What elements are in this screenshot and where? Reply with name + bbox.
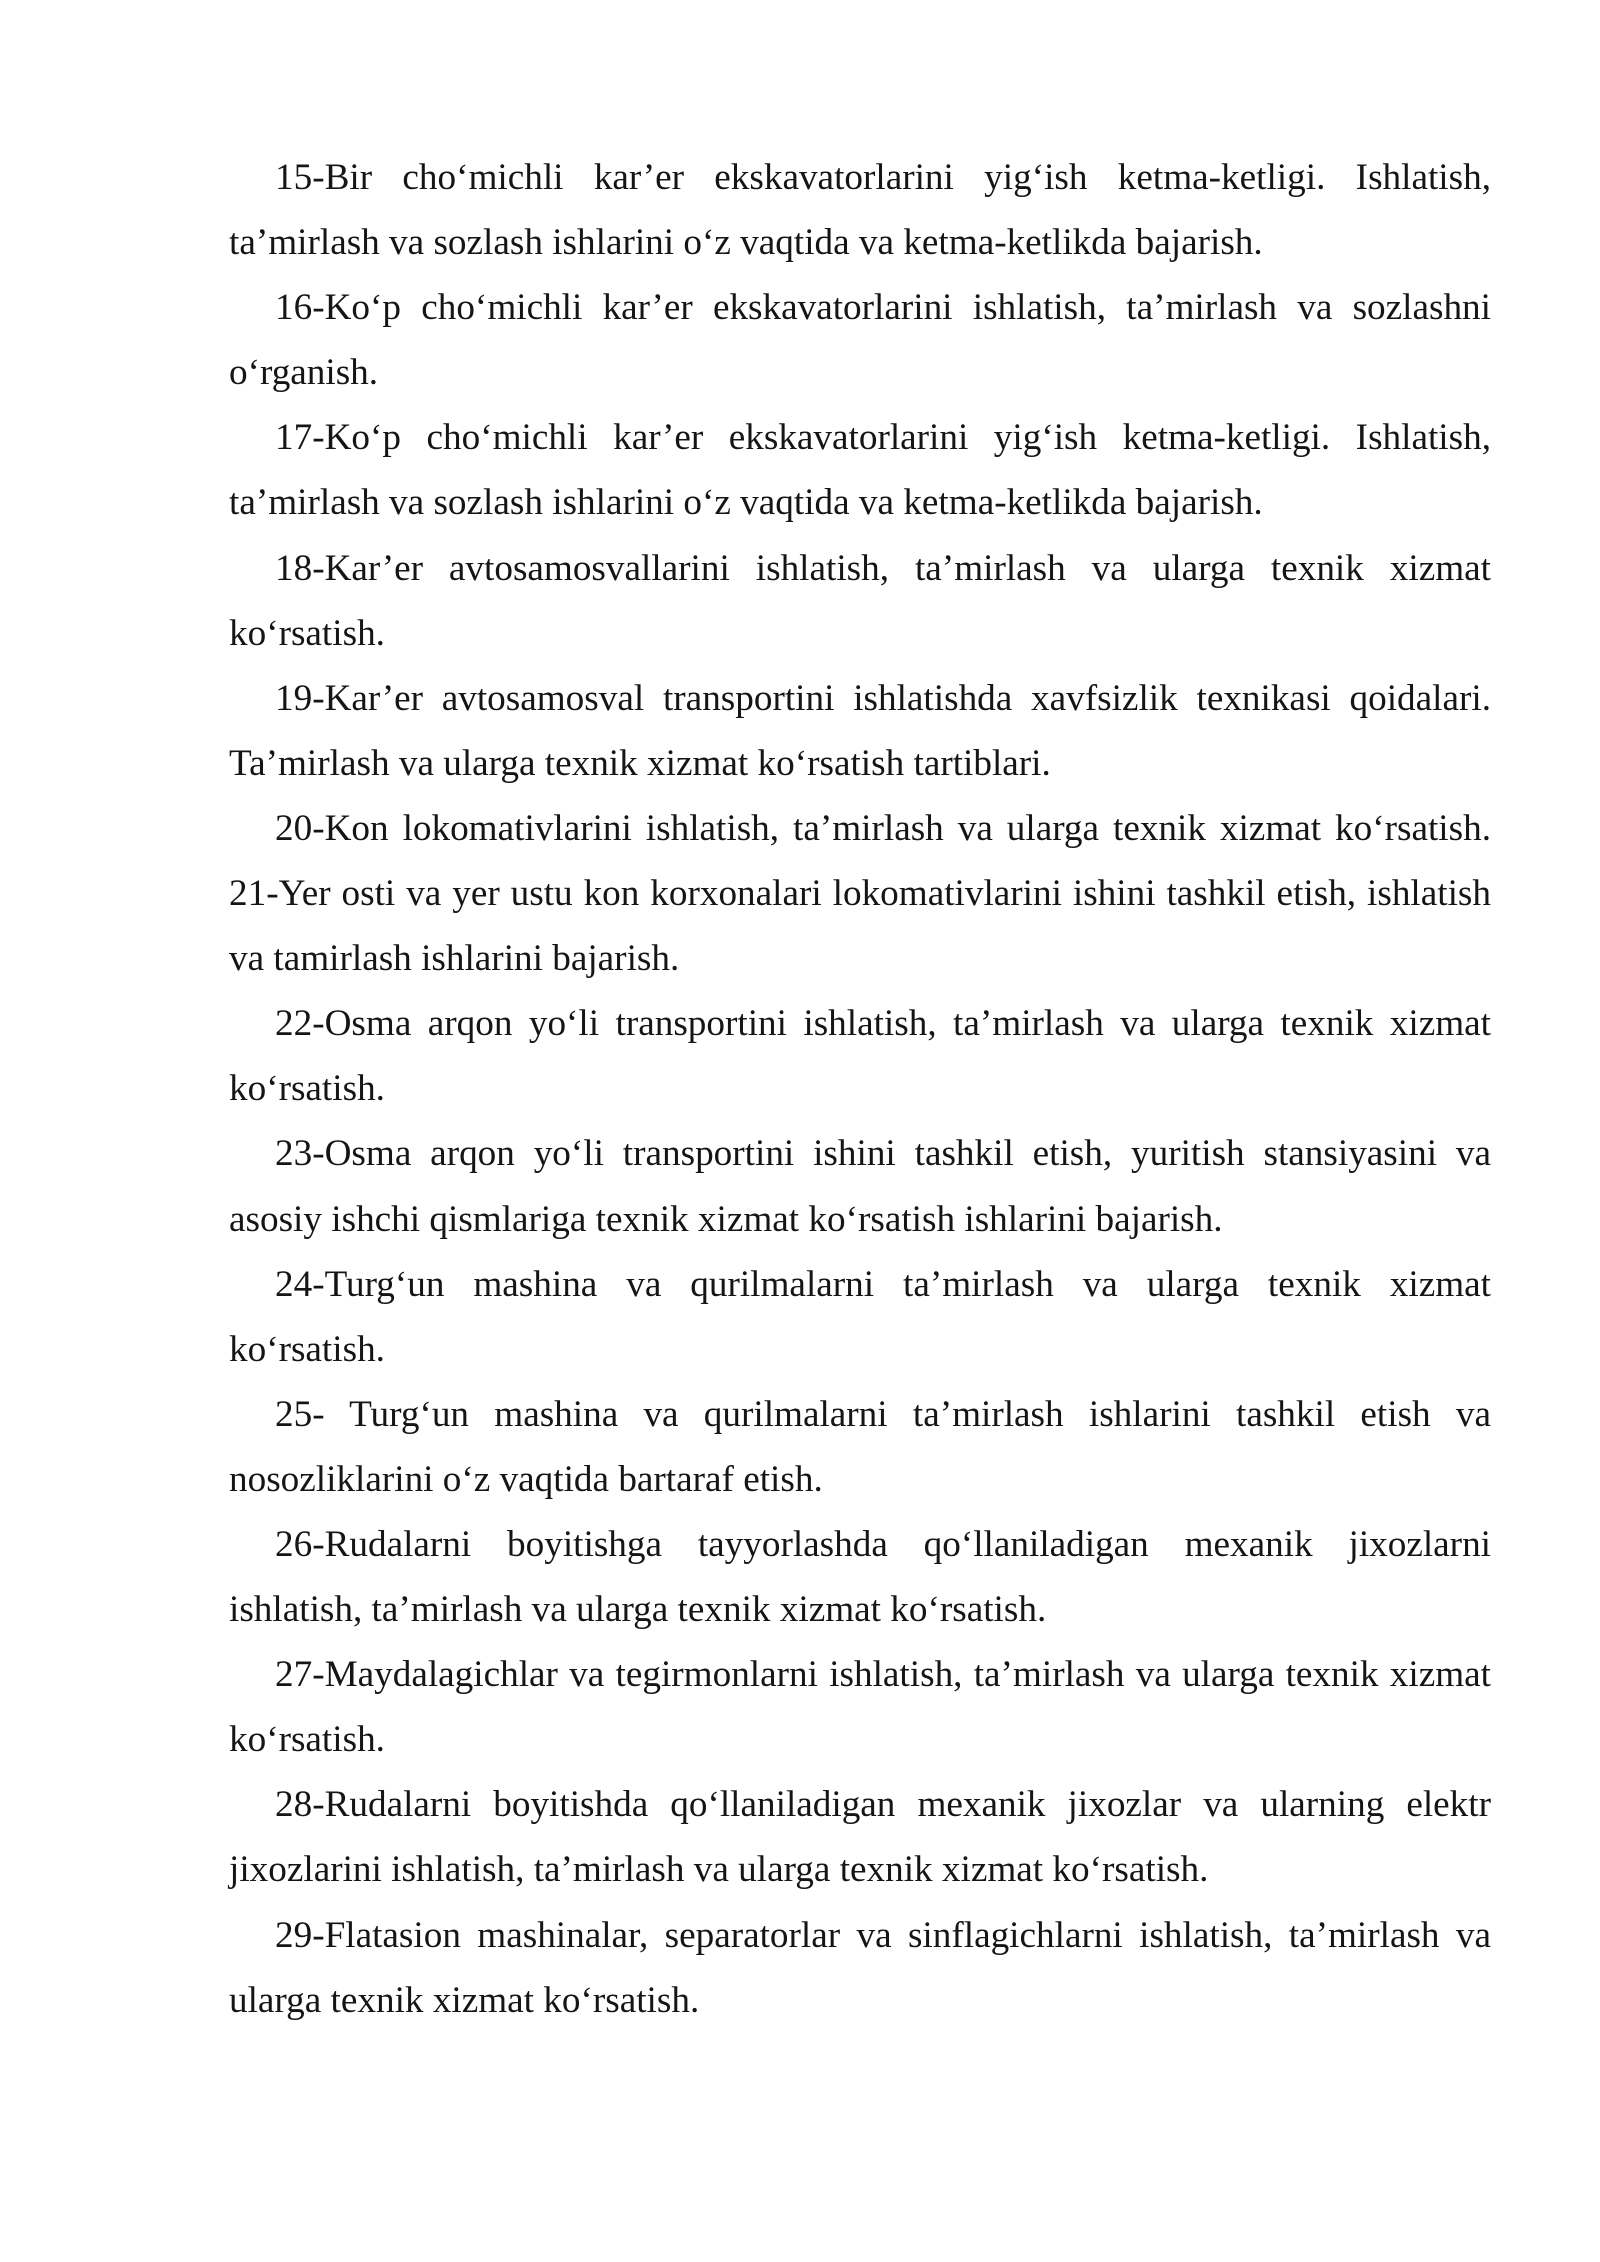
- paragraph-line: 17-Ko‘p cho‘michli kar’er ekskavatorlarini yig‘ish ketma-ketligi. Ishlatish,: [275, 417, 1491, 459]
- paragraph-line: 24-Turg‘un mashina va qurilmalarni ta’mirlash va ularga texnik xizmat: [275, 1263, 1491, 1305]
- topic-paragraph-25: [229, 1382, 1491, 1512]
- paragraph-line: ularga texnik xizmat ko‘rsatish.: [229, 1979, 700, 2021]
- paragraph-line: 15-Bir cho‘michli kar’er ekskavatorlarini yig‘ish ketma-ketligi. Ishlatish,: [275, 157, 1491, 198]
- paragraph-line: 16-Ko‘p cho‘michli kar’er ekskavatorlarini ishlatish, ta’mirlash va sozlashni: [275, 287, 1491, 329]
- paragraph-line: 28-Rudalarni boyitishda qo‘llaniladigan mexanik jixozlar va ularning elektr: [275, 1784, 1491, 1826]
- topic-paragraph-19: [229, 666, 1491, 796]
- paragraph-line: 20-Kon lokomativlarini ishlatish, ta’mirlash va ularga texnik xizmat ko‘rsatish.: [275, 807, 1491, 849]
- paragraph-line: 18-Kar’er avtosamosvallarini ishlatish, ta’mirlash va ularga texnik xizmat: [275, 547, 1491, 589]
- paragraph-line: o‘rganish.: [229, 352, 379, 394]
- topic-paragraph-17: [229, 405, 1491, 535]
- topic-paragraph-23: [229, 1121, 1491, 1251]
- paragraph-line: va tamirlash ishlarini bajarish.: [229, 938, 680, 980]
- paragraph-line: 25- Turg‘un mashina va qurilmalarni ta’mirlash ishlarini tashkil etish va: [275, 1393, 1491, 1435]
- paragraph-line: jixozlarini ishlatish, ta’mirlash va ularga texnik xizmat ko‘rsatish.: [229, 1849, 1209, 1891]
- topic-paragraph-18: [229, 536, 1491, 666]
- document-body: [229, 145, 1491, 2033]
- topic-paragraph-16: [229, 275, 1491, 405]
- paragraph-line: Ta’mirlash va ularga texnik xizmat ko‘rsatish tartiblari.: [229, 742, 1051, 784]
- paragraph-line: 21-Yer osti va yer ustu kon korxonalari lokomativlarini ishini tashkil etish, ishlatish: [229, 873, 1491, 915]
- topic-paragraph-28: [229, 1772, 1491, 1902]
- paragraph-line: 27-Maydalagichlar va tegirmonlarni ishlatish, ta’mirlash va ularga texnik xizmat: [275, 1654, 1491, 1696]
- paragraph-line: 26-Rudalarni boyitishga tayyorlashda qo‘llaniladigan mexanik jixozlarni: [275, 1523, 1491, 1565]
- topic-paragraph-29: [229, 1903, 1491, 2033]
- paragraph-line: 19-Kar’er avtosamosval transportini ishlatishda xavfsizlik texnikasi qoidalari.: [275, 677, 1491, 719]
- paragraph-line: nosozliklarini o‘z vaqtida bartaraf etish.: [229, 1458, 823, 1500]
- topic-paragraph-27: [229, 1642, 1491, 1772]
- paragraph-line: ta’mirlash va sozlash ishlarini o‘z vaqtida va ketma-ketlikda bajarish.: [229, 222, 1263, 264]
- paragraph-line: 23-Osma arqon yo‘li transportini ishini tashkil etish, yuritish stansiyasini va: [275, 1133, 1491, 1175]
- paragraph-line: ko‘rsatish.: [229, 612, 385, 654]
- topic-paragraph-24: [229, 1252, 1491, 1382]
- topic-paragraph-15: [229, 145, 1491, 275]
- paragraph-line: ko‘rsatish.: [229, 1068, 385, 1110]
- paragraph-line: ko‘rsatish.: [229, 1328, 385, 1370]
- paragraph-line: ishlatish, ta’mirlash va ularga texnik xizmat ko‘rsatish.: [229, 1589, 1047, 1631]
- paragraph-line: ta’mirlash va sozlash ishlarini o‘z vaqtida va ketma-ketlikda bajarish.: [229, 482, 1263, 524]
- paragraph-line: 29-Flatasion mashinalar, separatorlar va sinflagichlarni ishlatish, ta’mirlash va: [275, 1914, 1491, 1956]
- paragraph-line: asosiy ishchi qismlariga texnik xizmat ko‘rsatish ishlarini bajarish.: [229, 1198, 1223, 1240]
- paragraph-line: ko‘rsatish.: [229, 1719, 385, 1761]
- topic-paragraph-26: [229, 1512, 1491, 1642]
- topic-paragraph-22: [229, 991, 1491, 1121]
- topic-paragraph-20-21: [229, 796, 1491, 991]
- paragraph-line: 22-Osma arqon yo‘li transportini ishlatish, ta’mirlash va ularga texnik xizmat: [275, 1003, 1491, 1045]
